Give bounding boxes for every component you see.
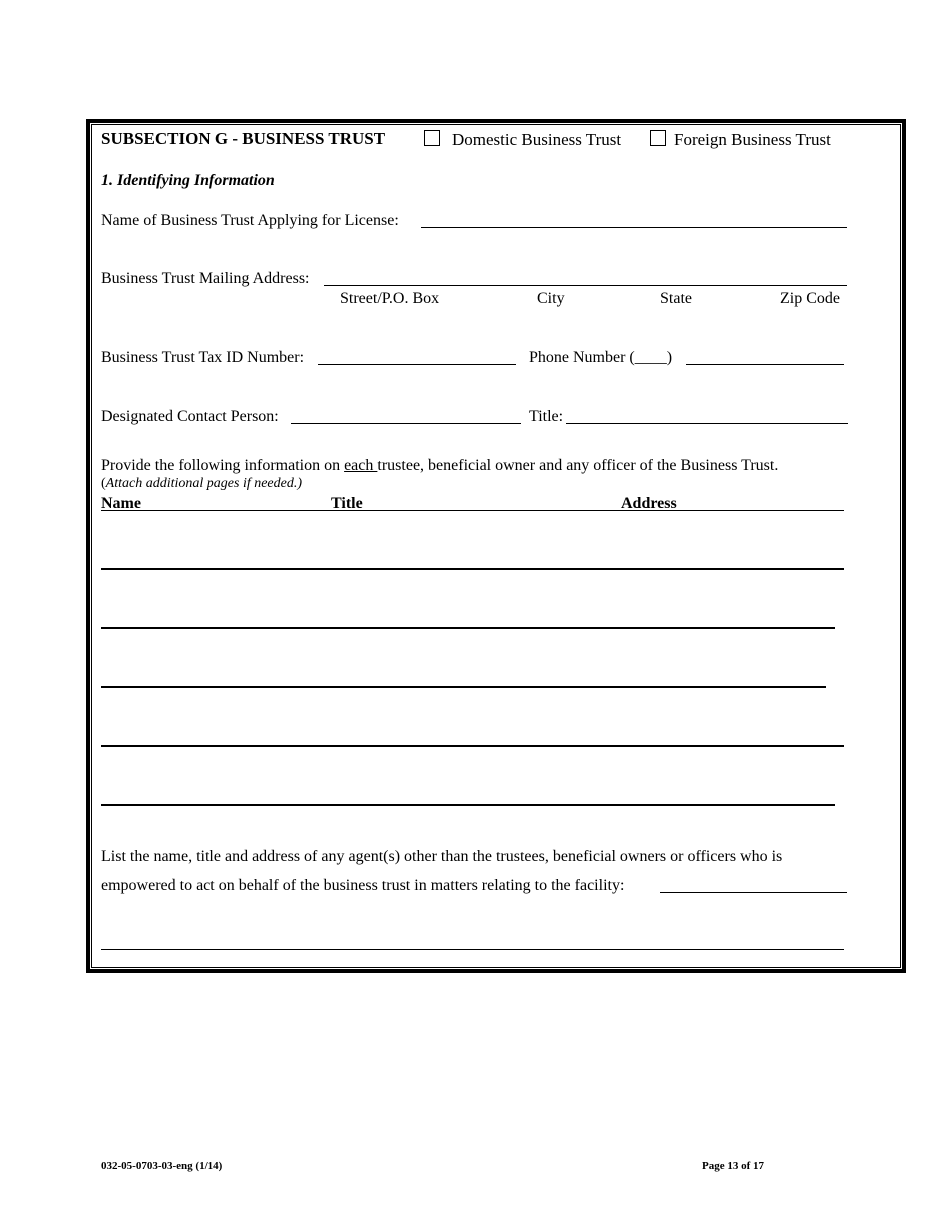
column-title-header: Title — [331, 495, 363, 512]
trustee-entry-line-1[interactable] — [101, 568, 844, 570]
page-number: Page 13 of 17 — [702, 1160, 765, 1172]
domestic-trust-label: Domestic Business Trust — [452, 130, 622, 149]
address-city-caption: City — [537, 290, 565, 307]
mailing-address-label: Business Trust Mailing Address: — [101, 270, 310, 287]
trustees-instruction: Provide the following information on each trustee, beneficial owner and any officer of the Business Trust. — [101, 457, 779, 474]
section-title: SUBSECTION G - BUSINESS TRUST — [101, 129, 386, 148]
trustee-entry-line-4[interactable] — [101, 745, 844, 747]
agents-field[interactable] — [660, 892, 847, 893]
address-zip-caption: Zip Code — [780, 290, 840, 307]
agents-instruction-line-2: empowered to act on behalf of the business trust in matters relating to the facility: — [101, 877, 625, 894]
form-inner-border — [91, 124, 901, 968]
contact-title-field[interactable] — [566, 423, 848, 424]
mailing-address-field[interactable] — [324, 285, 847, 286]
trust-name-field[interactable] — [421, 227, 847, 228]
column-name-header: Name — [101, 495, 141, 512]
tax-id-label: Business Trust Tax ID Number: — [101, 349, 305, 366]
domestic-trust-checkbox[interactable] — [424, 130, 440, 146]
agents-entry-line[interactable] — [101, 949, 844, 950]
address-state-caption: State — [660, 290, 692, 307]
contact-person-field[interactable] — [291, 423, 521, 424]
foreign-trust-label: Foreign Business Trust — [674, 130, 831, 149]
attach-note: (Attach additional pages if needed.) — [101, 476, 303, 491]
foreign-trust-checkbox[interactable] — [650, 130, 666, 146]
trustees-instruction-emphasis: each — [344, 457, 378, 474]
agents-instruction-line-1: List the name, title and address of any agent(s) other than the trustees, beneficial owners or officers who is — [101, 848, 783, 865]
address-street-caption: Street/P.O. Box — [340, 290, 440, 307]
trust-name-label: Name of Business Trust Applying for License: — [101, 212, 399, 229]
contact-person-label: Designated Contact Person: — [101, 408, 279, 425]
phone-field[interactable] — [686, 364, 844, 365]
phone-label: Phone Number (____) — [529, 349, 673, 366]
trustee-entry-line-3[interactable] — [101, 686, 826, 688]
trustee-entry-line-5[interactable] — [101, 804, 835, 806]
trustee-entry-line-2[interactable] — [101, 627, 835, 629]
columns-header-rule — [101, 510, 844, 511]
tax-id-field[interactable] — [318, 364, 516, 365]
form-number: 032-05-0703-03-eng (1/14) — [101, 1160, 223, 1172]
contact-title-label: Title: — [529, 408, 564, 425]
column-address-header: Address — [621, 495, 677, 512]
identifying-info-heading: 1. Identifying Information — [101, 172, 275, 189]
